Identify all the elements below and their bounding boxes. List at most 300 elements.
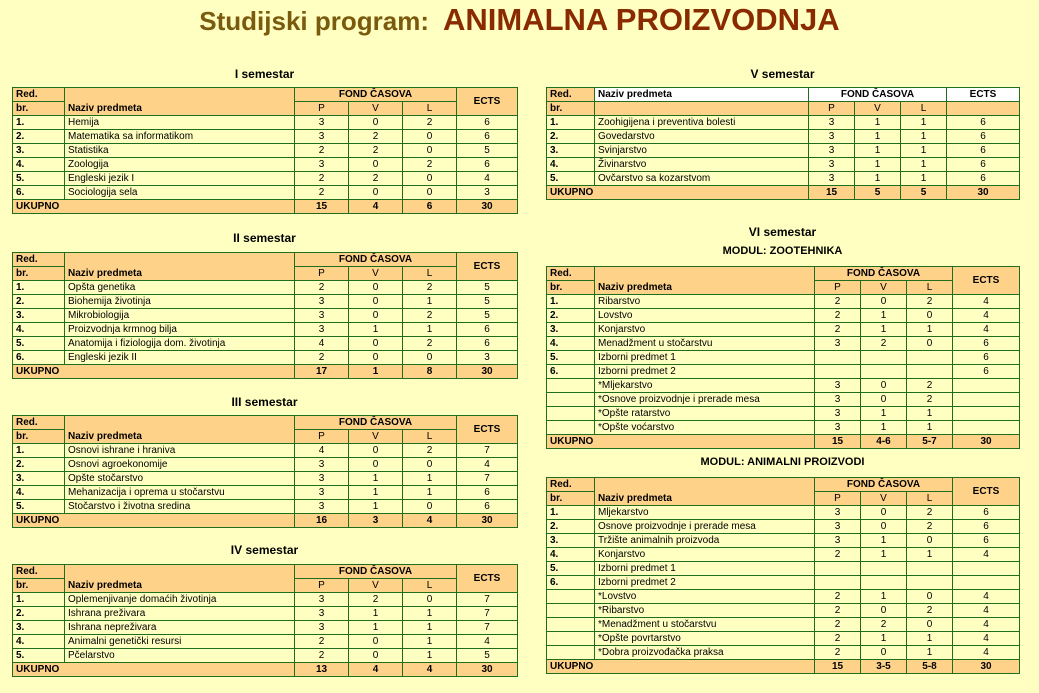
ects-value: 3 <box>457 186 518 200</box>
column-header-v: V <box>349 579 403 593</box>
course-name: Pčelarstvo <box>65 649 295 663</box>
total-p: 17 <box>295 365 349 379</box>
course-name: Izborni predmet 1 <box>595 562 815 576</box>
row-number: 2. <box>547 130 595 144</box>
column-header-br: br. <box>547 102 595 116</box>
table-row <box>13 607 518 621</box>
total-l: 5-8 <box>907 660 953 674</box>
hours-l: 1 <box>907 632 953 646</box>
hours-v: 2 <box>349 593 403 607</box>
column-header-naziv: Naziv predmeta <box>65 416 295 444</box>
row-number: 2. <box>547 309 595 323</box>
hours-p: 3 <box>809 130 855 144</box>
ects-value: 5 <box>457 281 518 295</box>
column-header-br: br. <box>547 492 595 506</box>
row-number: 3. <box>13 144 65 158</box>
ects-value <box>953 393 1020 407</box>
hours-p: 2 <box>815 295 861 309</box>
table-row <box>13 649 518 663</box>
hours-l: 0 <box>907 618 953 632</box>
column-header-l: L <box>403 430 457 444</box>
table-row <box>13 458 518 472</box>
total-l: 8 <box>403 365 457 379</box>
hours-v: 0 <box>349 635 403 649</box>
ects-value: 6 <box>947 172 1020 186</box>
semester-6-title: VI semestar <box>748 225 817 239</box>
total-v: 4 <box>349 663 403 677</box>
ects-value: 5 <box>457 144 518 158</box>
course-name: Opšta genetika <box>65 281 295 295</box>
course-name: Animalni genetički resursi <box>65 635 295 649</box>
table-row <box>13 621 518 635</box>
ects-value: 4 <box>953 646 1020 660</box>
column-header-p: P <box>809 102 855 116</box>
table-row <box>547 393 1020 407</box>
table-header-row <box>13 416 518 430</box>
hours-v: 2 <box>861 618 907 632</box>
column-header-fond: FOND ČASOVA <box>295 416 457 430</box>
hours-v: 1 <box>861 632 907 646</box>
total-row <box>13 514 518 528</box>
course-name: Sociologija sela <box>65 186 295 200</box>
row-number: 1. <box>547 295 595 309</box>
table-row <box>13 158 518 172</box>
hours-l: 1 <box>403 295 457 309</box>
hours-p: 2 <box>295 281 349 295</box>
hours-p: 3 <box>295 607 349 621</box>
table-row <box>547 562 1020 576</box>
course-name: Ishrana preživara <box>65 607 295 621</box>
semester-3-table <box>12 415 518 528</box>
ects-value: 4 <box>953 604 1020 618</box>
hours-p: 2 <box>295 172 349 186</box>
hours-p: 3 <box>815 534 861 548</box>
ects-value: 6 <box>457 158 518 172</box>
column-header-v: V <box>349 102 403 116</box>
course-name: Konjarstvo <box>595 548 815 562</box>
hours-p: 2 <box>815 646 861 660</box>
hours-p <box>815 576 861 590</box>
hours-v: 1 <box>349 323 403 337</box>
hours-p: 3 <box>809 172 855 186</box>
hours-p: 3 <box>815 520 861 534</box>
hours-l: 1 <box>403 649 457 663</box>
total-l: 5 <box>901 186 947 200</box>
hours-p: 3 <box>295 295 349 309</box>
table-header-row <box>547 88 1020 102</box>
row-number: 4. <box>547 548 595 562</box>
total-l: 5-7 <box>907 435 953 449</box>
course-name: Osnove proizvodnje i prerade mesa <box>595 520 815 534</box>
column-header-p: P <box>815 281 861 295</box>
ects-value: 4 <box>953 323 1020 337</box>
total-l: 4 <box>403 663 457 677</box>
table-row <box>547 646 1020 660</box>
hours-p: 3 <box>815 407 861 421</box>
hours-v: 0 <box>861 506 907 520</box>
column-header-fond: FOND ČASOVA <box>815 478 953 492</box>
hours-l: 1 <box>403 607 457 621</box>
hours-p: 3 <box>295 593 349 607</box>
hours-v: 2 <box>861 337 907 351</box>
hours-p: 4 <box>295 444 349 458</box>
total-label: UKUPNO <box>547 435 815 449</box>
ects-value: 6 <box>953 351 1020 365</box>
table-row <box>547 116 1020 130</box>
ects-value: 6 <box>953 365 1020 379</box>
column-header-ects: ECTS <box>457 88 518 116</box>
hours-p: 2 <box>295 351 349 365</box>
hours-p: 4 <box>295 337 349 351</box>
hours-p: 3 <box>809 144 855 158</box>
row-number <box>547 604 595 618</box>
course-name: *Opšte povrtarstvo <box>595 632 815 646</box>
column-header-p: P <box>295 579 349 593</box>
course-name: Proizvodnja krmnog bilja <box>65 323 295 337</box>
row-number: 5. <box>547 351 595 365</box>
program-label: Studijski program: <box>199 6 429 36</box>
course-name: Izborni predmet 1 <box>595 351 815 365</box>
hours-p: 2 <box>815 309 861 323</box>
ects-value: 6 <box>947 144 1020 158</box>
row-number <box>547 618 595 632</box>
hours-v: 0 <box>349 116 403 130</box>
ects-value: 6 <box>457 337 518 351</box>
hours-l: 2 <box>907 520 953 534</box>
course-name: Statistika <box>65 144 295 158</box>
hours-p: 3 <box>815 506 861 520</box>
hours-l: 0 <box>403 593 457 607</box>
hours-v: 1 <box>861 548 907 562</box>
column-header-ects: ECTS <box>947 88 1020 102</box>
hours-l: 2 <box>907 295 953 309</box>
column-header-br: br. <box>13 430 65 444</box>
ects-value: 4 <box>457 172 518 186</box>
total-ects: 30 <box>457 365 518 379</box>
column-header-red: Red. <box>547 478 595 492</box>
row-number <box>547 407 595 421</box>
semester-3-title: III semestar <box>231 395 298 409</box>
column-header-p: P <box>295 267 349 281</box>
column-header-ects: ECTS <box>953 478 1020 506</box>
row-number <box>547 632 595 646</box>
hours-l: 1 <box>403 635 457 649</box>
column-header-ects: ECTS <box>457 253 518 281</box>
row-number: 2. <box>547 520 595 534</box>
column-header-br: br. <box>13 102 65 116</box>
course-name: Lovstvo <box>595 309 815 323</box>
column-header-fond: FOND ČASOVA <box>295 565 457 579</box>
module-zootehnika-table <box>546 266 1020 449</box>
ects-value: 4 <box>953 548 1020 562</box>
column-header-p: P <box>295 430 349 444</box>
hours-p: 2 <box>295 186 349 200</box>
hours-v: 1 <box>861 421 907 435</box>
hours-l: 1 <box>907 548 953 562</box>
hours-p: 3 <box>295 130 349 144</box>
ects-value: 6 <box>457 500 518 514</box>
semester-5-title: V semestar <box>750 67 815 81</box>
total-v: 3 <box>349 514 403 528</box>
total-l: 4 <box>403 514 457 528</box>
hours-l: 0 <box>403 186 457 200</box>
table-row <box>547 534 1020 548</box>
total-row <box>13 200 518 214</box>
hours-v: 0 <box>349 186 403 200</box>
ects-value: 5 <box>457 649 518 663</box>
column-header-fond: FOND ČASOVA <box>295 253 457 267</box>
table-row <box>547 158 1020 172</box>
course-name: Ovčarstvo sa kozarstvom <box>595 172 809 186</box>
total-v: 4 <box>349 200 403 214</box>
course-name: Osnovi agroekonomije <box>65 458 295 472</box>
hours-l: 2 <box>907 506 953 520</box>
semester-2-title: II semestar <box>233 231 296 245</box>
column-header-red: Red. <box>13 416 65 430</box>
hours-v: 0 <box>349 158 403 172</box>
hours-l: 1 <box>403 323 457 337</box>
ects-value <box>953 562 1020 576</box>
hours-l <box>907 365 953 379</box>
hours-v: 1 <box>349 486 403 500</box>
ects-value: 3 <box>457 351 518 365</box>
hours-v: 1 <box>855 172 901 186</box>
table-row <box>547 337 1020 351</box>
row-number: 2. <box>13 607 65 621</box>
hours-l: 0 <box>403 144 457 158</box>
hours-l: 2 <box>907 393 953 407</box>
column-header-ects-blank <box>947 102 1020 116</box>
row-number: 1. <box>13 116 65 130</box>
table-row <box>547 576 1020 590</box>
course-name: Zoohigijena i preventiva bolesti <box>595 116 809 130</box>
hours-p: 2 <box>815 618 861 632</box>
row-number: 6. <box>13 186 65 200</box>
total-row <box>547 660 1020 674</box>
hours-p: 2 <box>815 548 861 562</box>
course-name: Ishrana nepreživara <box>65 621 295 635</box>
total-p: 13 <box>295 663 349 677</box>
total-v: 5 <box>855 186 901 200</box>
total-ects: 30 <box>953 660 1020 674</box>
course-name: *Mljekarstvo <box>595 379 815 393</box>
hours-p: 3 <box>295 158 349 172</box>
course-name: Engleski jezik II <box>65 351 295 365</box>
ects-value: 6 <box>947 130 1020 144</box>
hours-v: 0 <box>861 604 907 618</box>
hours-v: 2 <box>349 144 403 158</box>
hours-p: 2 <box>815 632 861 646</box>
hours-v: 2 <box>349 172 403 186</box>
hours-l: 1 <box>403 621 457 635</box>
ects-value: 6 <box>953 520 1020 534</box>
row-number: 4. <box>13 158 65 172</box>
hours-l: 1 <box>901 158 947 172</box>
total-p: 15 <box>815 660 861 674</box>
total-v: 4-6 <box>861 435 907 449</box>
row-number: 4. <box>13 486 65 500</box>
table-row <box>547 379 1020 393</box>
column-header-red: Red. <box>547 267 595 281</box>
column-header-p: P <box>815 492 861 506</box>
course-name: Engleski jezik I <box>65 172 295 186</box>
hours-l: 1 <box>901 130 947 144</box>
table-row <box>547 520 1020 534</box>
course-name: Konjarstvo <box>595 323 815 337</box>
column-header-fond: FOND ČASOVA <box>815 267 953 281</box>
ects-value: 6 <box>457 130 518 144</box>
column-header-v: V <box>349 267 403 281</box>
table-row <box>13 486 518 500</box>
table-row <box>547 295 1020 309</box>
hours-p: 3 <box>295 621 349 635</box>
table-row <box>13 172 518 186</box>
semester-2-table <box>12 252 518 379</box>
row-number: 3. <box>547 534 595 548</box>
total-row <box>13 663 518 677</box>
table-row <box>13 144 518 158</box>
column-header-red: Red. <box>13 253 65 267</box>
total-label: UKUPNO <box>547 186 809 200</box>
hours-l: 1 <box>907 646 953 660</box>
hours-p: 3 <box>815 421 861 435</box>
table-row <box>547 144 1020 158</box>
hours-v: 2 <box>349 130 403 144</box>
table-row <box>13 116 518 130</box>
hours-p: 3 <box>809 158 855 172</box>
table-row <box>547 506 1020 520</box>
hours-v: 1 <box>861 590 907 604</box>
hours-v: 1 <box>861 323 907 337</box>
hours-v <box>861 562 907 576</box>
row-number: 4. <box>13 323 65 337</box>
ects-value: 7 <box>457 621 518 635</box>
column-header-naziv: Naziv predmeta <box>65 565 295 593</box>
hours-p: 3 <box>815 393 861 407</box>
column-header-naziv: Naziv predmeta <box>595 478 815 506</box>
hours-p: 2 <box>295 649 349 663</box>
column-header-l: L <box>907 492 953 506</box>
hours-l: 0 <box>403 351 457 365</box>
page-title <box>0 2 1039 38</box>
column-header-fond: FOND ČASOVA <box>809 88 947 102</box>
row-number <box>547 646 595 660</box>
ects-value: 4 <box>457 458 518 472</box>
semester-1-title: I semestar <box>234 67 295 81</box>
total-p: 15 <box>815 435 861 449</box>
table-row <box>13 472 518 486</box>
hours-p: 3 <box>295 323 349 337</box>
course-name: Mehanizacija i oprema u stočarstvu <box>65 486 295 500</box>
row-number <box>547 590 595 604</box>
table-row <box>547 632 1020 646</box>
hours-p: 3 <box>809 116 855 130</box>
course-name: *Ribarstvo <box>595 604 815 618</box>
course-name: Osnovi ishrane i hraniva <box>65 444 295 458</box>
row-number: 1. <box>547 506 595 520</box>
course-name: Govedarstvo <box>595 130 809 144</box>
row-number <box>547 379 595 393</box>
row-number: 4. <box>13 635 65 649</box>
total-v: 3-5 <box>861 660 907 674</box>
hours-v <box>861 365 907 379</box>
column-header-naziv-blank <box>595 102 809 116</box>
hours-l: 2 <box>403 309 457 323</box>
course-name: *Opšte voćarstvo <box>595 421 815 435</box>
ects-value: 4 <box>953 590 1020 604</box>
semester-4-table <box>12 564 518 677</box>
column-header-l: L <box>901 102 947 116</box>
course-name: Opšte stočarstvo <box>65 472 295 486</box>
column-header-v: V <box>855 102 901 116</box>
total-label: UKUPNO <box>13 514 295 528</box>
hours-l: 0 <box>403 130 457 144</box>
program-name: ANIMALNA PROIZVODNJA <box>443 2 840 37</box>
table-header-row <box>547 267 1020 281</box>
hours-v: 0 <box>349 649 403 663</box>
row-number: 5. <box>13 337 65 351</box>
row-number: 1. <box>13 444 65 458</box>
hours-p: 3 <box>295 458 349 472</box>
column-header-ects: ECTS <box>953 267 1020 295</box>
course-name: Stočarstvo i životna sredina <box>65 500 295 514</box>
ects-value: 5 <box>457 295 518 309</box>
column-header-naziv: Naziv predmeta <box>65 253 295 281</box>
row-number: 6. <box>547 365 595 379</box>
column-header-red: Red. <box>547 88 595 102</box>
row-number: 2. <box>13 130 65 144</box>
table-row <box>547 421 1020 435</box>
column-header-ects: ECTS <box>457 416 518 444</box>
hours-v: 1 <box>861 407 907 421</box>
column-header-v: V <box>861 281 907 295</box>
row-number: 3. <box>13 472 65 486</box>
hours-p: 2 <box>815 590 861 604</box>
course-name: Izborni predmet 2 <box>595 576 815 590</box>
course-name: *Lovstvo <box>595 590 815 604</box>
total-row <box>13 365 518 379</box>
hours-p: 3 <box>295 309 349 323</box>
row-number: 4. <box>547 158 595 172</box>
table-row <box>547 548 1020 562</box>
module-animalni-table <box>546 477 1020 674</box>
ects-value <box>953 407 1020 421</box>
table-row <box>13 500 518 514</box>
hours-l: 1 <box>907 421 953 435</box>
hours-p: 2 <box>815 604 861 618</box>
row-number: 5. <box>13 649 65 663</box>
semester-5-table <box>546 87 1020 200</box>
course-name: Menadžment u stočarstvu <box>595 337 815 351</box>
total-ects: 30 <box>953 435 1020 449</box>
hours-p: 2 <box>295 635 349 649</box>
hours-v <box>861 576 907 590</box>
table-row <box>13 130 518 144</box>
hours-v: 1 <box>349 472 403 486</box>
hours-l: 1 <box>907 323 953 337</box>
course-name: *Osnove proizvodnje i prerade mesa <box>595 393 815 407</box>
row-number <box>547 421 595 435</box>
table-row <box>13 444 518 458</box>
course-name: Svinjarstvo <box>595 144 809 158</box>
ects-value: 5 <box>457 309 518 323</box>
course-name: Anatomija i fiziologija dom. životinja <box>65 337 295 351</box>
hours-v: 0 <box>861 379 907 393</box>
table-row <box>13 281 518 295</box>
column-header-ects: ECTS <box>457 565 518 593</box>
row-number: 1. <box>13 593 65 607</box>
ects-value: 6 <box>457 116 518 130</box>
